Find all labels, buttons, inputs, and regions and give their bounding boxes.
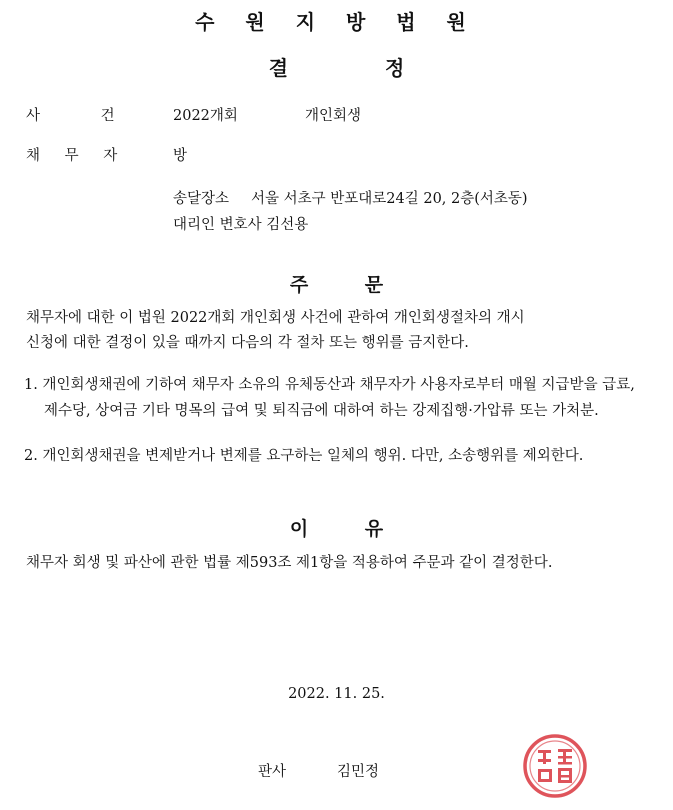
reason-text: 채무자 회생 및 파산에 관한 법률 제593조 제1항을 적용하여 주문과 같이 결정한다. xyxy=(26,555,553,571)
case-name: 개인회생 xyxy=(305,108,362,124)
debtor-name: 방 xyxy=(173,148,188,164)
debtor-label: 채 무 자 xyxy=(26,148,118,164)
case-number: 2022개회 xyxy=(173,108,238,124)
order-intro-line2: 신청에 대한 결정이 있을 때까지 다음의 각 절차 또는 행위를 금지한다. xyxy=(26,335,469,351)
service-address-label: 송달장소 xyxy=(173,191,230,207)
reason-heading: 이 유 xyxy=(289,518,384,540)
order-item-1: 1. 개인회생채권에 기하여 채무자 소유의 유체동산과 채무자가 사용자로부터 매월 지급받을 급료, 제수당, 상여금 기타 명목의 급여 및 퇴직금에 대하여 하는 강제집행·가압류 또는 가처분. xyxy=(24,377,635,419)
order-heading: 주 문 xyxy=(289,274,384,296)
service-address: 서울 서초구 반포대로24길 20, 2층(서초동) xyxy=(251,191,528,207)
debtor-agent: 대리인 변호사 김선용 xyxy=(173,217,309,233)
judge-name: 김민정 xyxy=(337,764,380,780)
case-label: 사 건 xyxy=(26,108,115,124)
decision-date: 2022. 11. 25. xyxy=(288,686,385,702)
judge-seal-stamp xyxy=(522,733,588,799)
order-item-2: 2. 개인회생채권을 변제받거나 변제를 요구하는 일체의 행위. 다만, 소송행위를 제외한다. xyxy=(24,448,584,464)
document-type-title: 결 정 xyxy=(268,56,405,80)
order-intro-line1: 채무자에 대한 이 법원 2022개회 개인회생 사건에 관하여 개인회생절차의 개시 xyxy=(26,310,525,326)
judge-label: 판사 xyxy=(258,764,287,780)
court-name: 수 원 지 방 법 원 xyxy=(195,10,478,34)
